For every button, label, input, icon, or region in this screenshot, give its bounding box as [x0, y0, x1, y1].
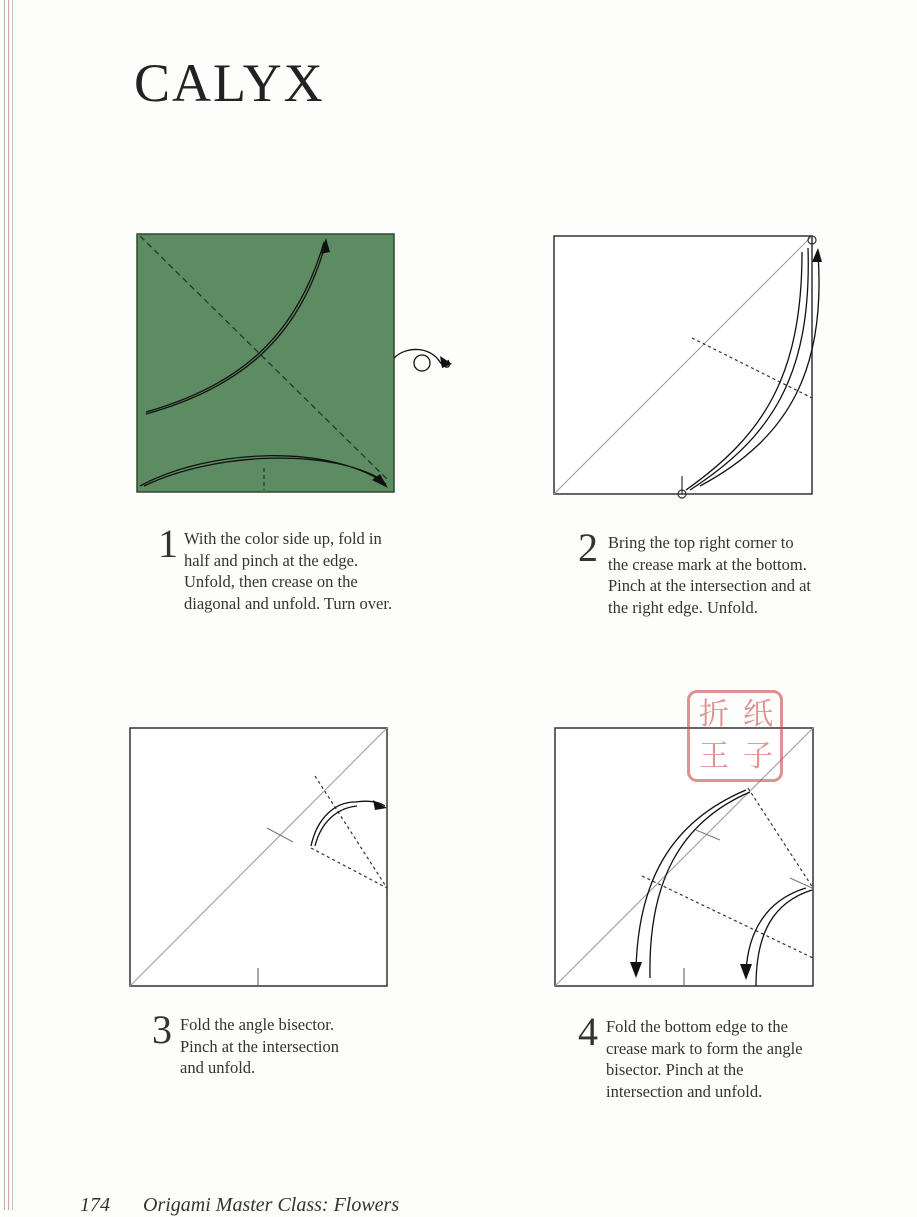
step-instructions: Fold the bottom edge to the crease mark to form the angle bisector. Pinch at the intersection and unfold.: [606, 1017, 803, 1101]
book-title: Origami Master Class: Flowers: [143, 1194, 400, 1216]
step-number: 3: [152, 1007, 172, 1052]
page-number: 174: [80, 1194, 110, 1216]
step-number: 1: [158, 521, 178, 566]
step-instructions: Fold the angle bisector. Pinch at the intersection and unfold.: [180, 1015, 339, 1077]
green-square: [137, 234, 394, 492]
seal-stamp: [687, 690, 783, 782]
page-edge-line: [8, 0, 9, 1210]
stamp-char: 王: [699, 739, 729, 774]
arrowhead: [440, 356, 452, 368]
step-number: 2: [578, 525, 598, 570]
step-instructions: With the color side up, fold in half and pinch at the edge. Unfold, then crease on the diagonal and unfold. Turn over.: [184, 529, 393, 613]
page-edge-line: [4, 0, 5, 1210]
stamp-char: 纸: [743, 697, 773, 732]
diagram-step-1: [130, 228, 470, 500]
page-edge-line: [12, 0, 13, 1210]
diagram-step-2: [550, 228, 830, 508]
diagram-step-3: [125, 722, 400, 997]
arrowhead: [812, 248, 822, 262]
stamp-char: 折: [699, 697, 729, 732]
page-title: CALYX: [134, 53, 325, 113]
step-instructions: Bring the top right corner to the crease mark at the bottom. Pinch at the intersection and at the right edge. Unfold.: [608, 533, 811, 617]
stamp-char: 子: [743, 739, 773, 774]
step-number: 4: [578, 1009, 598, 1054]
turn-over-icon: [414, 355, 430, 371]
page-footer: [80, 1194, 399, 1217]
